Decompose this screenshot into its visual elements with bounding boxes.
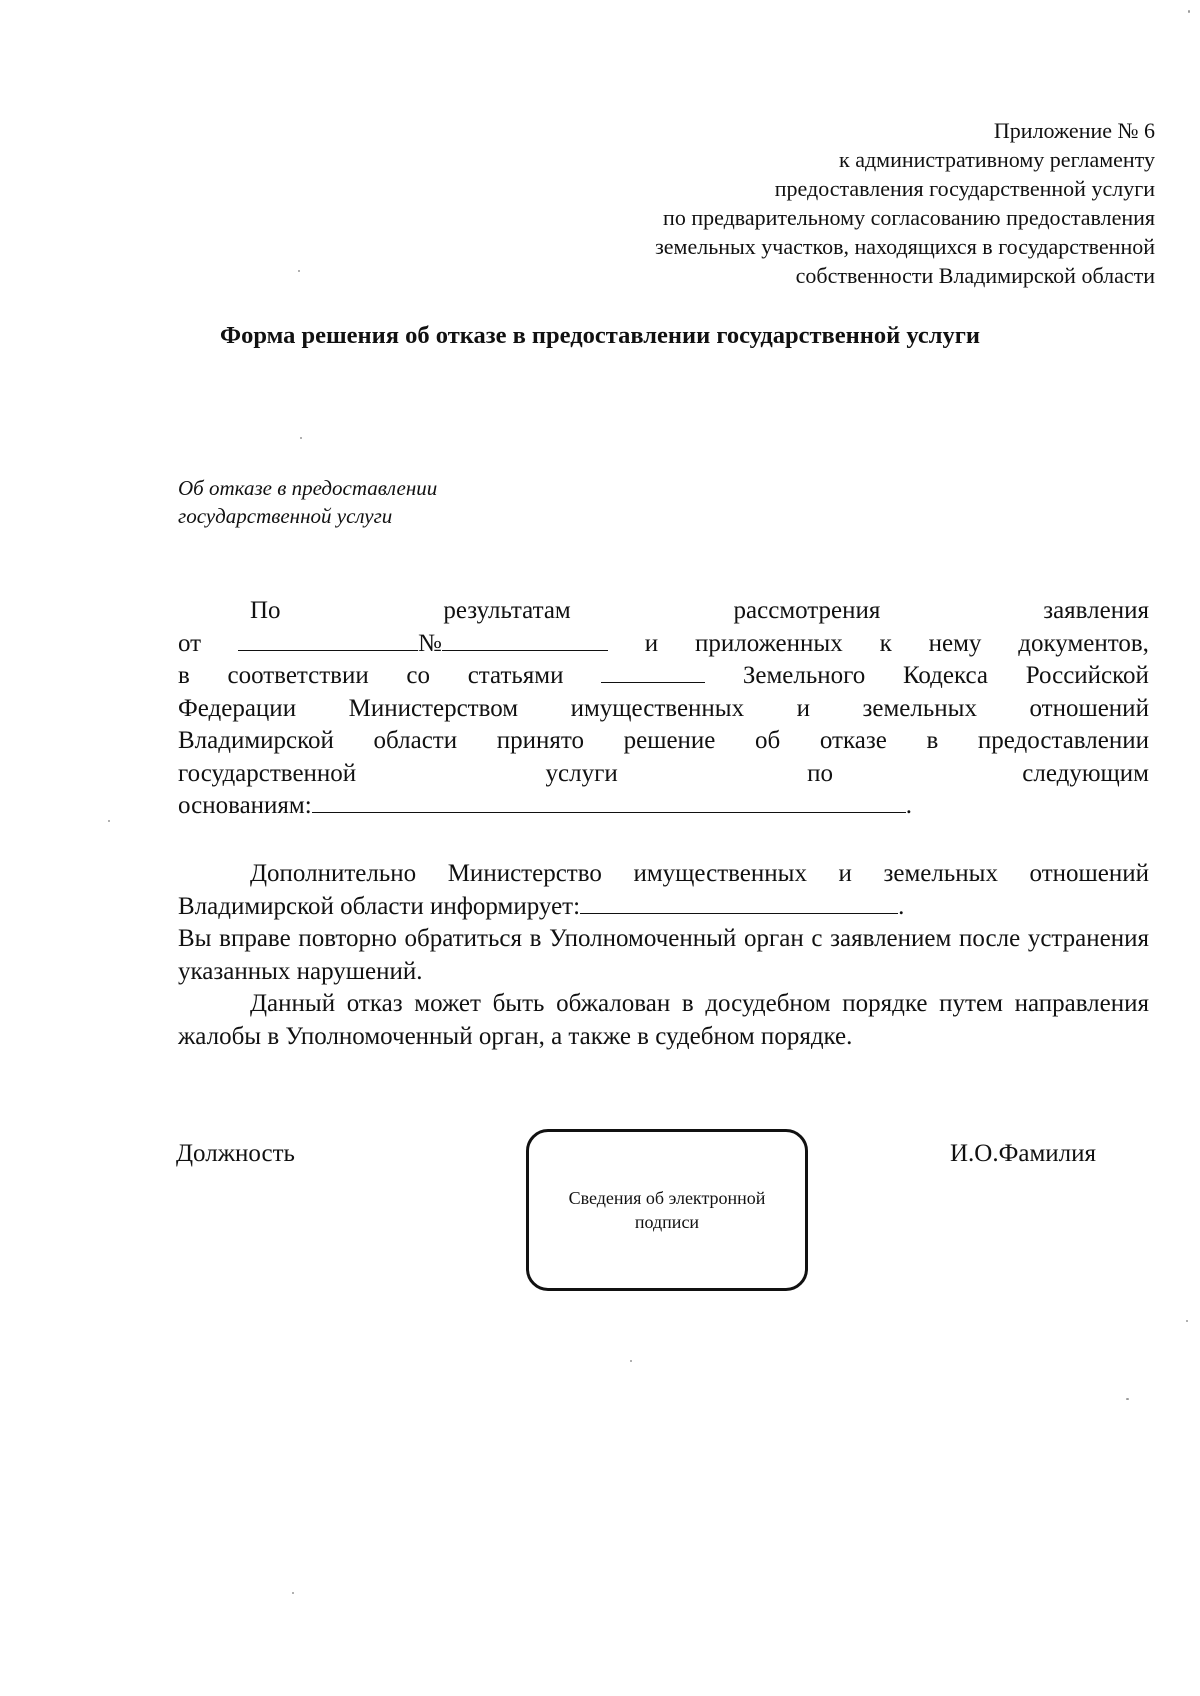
word: Министерством: [348, 694, 519, 722]
period: .: [898, 892, 905, 920]
word: к: [879, 629, 892, 657]
subject-line: Об отказе в предоставлении: [178, 476, 438, 500]
document-title: Форма решения об отказе в предоставлении государственной услуги: [220, 322, 980, 349]
word: со: [406, 662, 431, 689]
appendix-line: земельных участков, находящихся в государственной: [655, 234, 1155, 259]
word: документов,: [1018, 629, 1149, 657]
word: об: [755, 727, 781, 754]
appendix-line: собственности Владимирской области: [795, 263, 1155, 288]
text-line-content: Владимирской области информирует:: [178, 892, 581, 920]
text-line: [178, 693, 1149, 726]
word: принято: [496, 727, 584, 754]
word: в: [926, 727, 939, 754]
reapply-paragraph: [178, 923, 1149, 988]
text-line-content: Дополнительно Министерство имущественных и земельных отношений: [250, 860, 1149, 887]
word: следующим: [1022, 759, 1149, 787]
articles-blank: [601, 660, 705, 683]
text-line: [178, 758, 1149, 791]
word: результатам: [443, 597, 571, 624]
subject-note: [178, 474, 437, 530]
word: заявления: [1043, 597, 1149, 624]
word: от: [178, 629, 202, 657]
signer-name-label: И.О.Фамилия: [950, 1140, 1097, 1167]
scan-speck: [298, 270, 300, 272]
word: и: [796, 694, 810, 722]
scan-speck: [1126, 1398, 1129, 1400]
appendix-line: по предварительному согласованию предоставления: [663, 205, 1155, 230]
word: Владимирской: [178, 727, 334, 754]
word: имущественных: [570, 694, 745, 722]
word: приложенных: [694, 629, 843, 657]
text-line: [178, 891, 1149, 924]
word: Федерации: [178, 694, 297, 722]
word: отказе: [819, 727, 887, 754]
scan-speck: [300, 437, 302, 439]
word: предоставлении: [977, 727, 1149, 754]
word: отношений: [1029, 694, 1149, 722]
text-line: [178, 858, 1149, 891]
appendix-header: [555, 116, 1155, 290]
word: Кодекса: [902, 662, 989, 689]
electronic-signature-box: [526, 1129, 808, 1291]
scan-speck: [630, 1360, 632, 1362]
word: Земельного: [742, 662, 866, 689]
word: государственной: [178, 759, 357, 787]
appendix-line: к административному регламенту: [839, 147, 1155, 172]
word: услуги: [545, 759, 618, 787]
application-date-and-number: [238, 628, 608, 661]
scan-speck: [1186, 1320, 1188, 1322]
text-line: [178, 660, 1149, 693]
text-line: [178, 725, 1149, 758]
scan-speck: [1188, 10, 1190, 13]
word: По: [250, 597, 281, 624]
grounds-blank: [312, 790, 906, 813]
position-label: Должность: [176, 1140, 295, 1167]
text-line: [178, 628, 1149, 661]
appendix-line: предоставления государственной услуги: [774, 176, 1155, 201]
info-paragraph: [178, 858, 1149, 923]
scan-speck: [292, 1592, 294, 1594]
text-line: [178, 790, 1149, 823]
application-number-blank: [442, 628, 608, 651]
word: в: [178, 662, 190, 689]
word: рассмотрения: [733, 597, 881, 624]
paragraph-text: Вы вправе повторно обратиться в Уполномоченный орган с заявлением после устранения указанных нарушений.: [178, 925, 1149, 985]
word: земельных: [862, 694, 977, 722]
word: нему: [928, 629, 982, 657]
word: решение: [623, 727, 716, 754]
period: .: [905, 792, 912, 819]
word: и: [644, 629, 659, 657]
number-sign: №: [417, 629, 442, 657]
info-blank: [580, 891, 898, 914]
appendix-line: Приложение № 6: [993, 118, 1155, 143]
word: основаниям:: [178, 792, 312, 819]
text-line: [178, 595, 1149, 628]
subject-line: государственной услуги: [178, 504, 393, 528]
application-date-blank: [238, 628, 418, 651]
paragraph-text: Данный отказ может быть обжалован в досудебном порядке путем направления жалобы в Уполномоченный орган, а также в судебном порядке.: [178, 990, 1149, 1050]
word: области: [373, 727, 458, 754]
word: по: [807, 759, 833, 787]
appeal-paragraph: [178, 988, 1149, 1053]
word: соответствии: [227, 662, 369, 689]
word: статьями: [467, 662, 564, 689]
scan-speck: [108, 820, 110, 822]
signature-box-text: Сведения об электронной подписи: [568, 1188, 766, 1232]
decision-paragraph: [178, 595, 1149, 823]
word: Российской: [1025, 662, 1149, 689]
